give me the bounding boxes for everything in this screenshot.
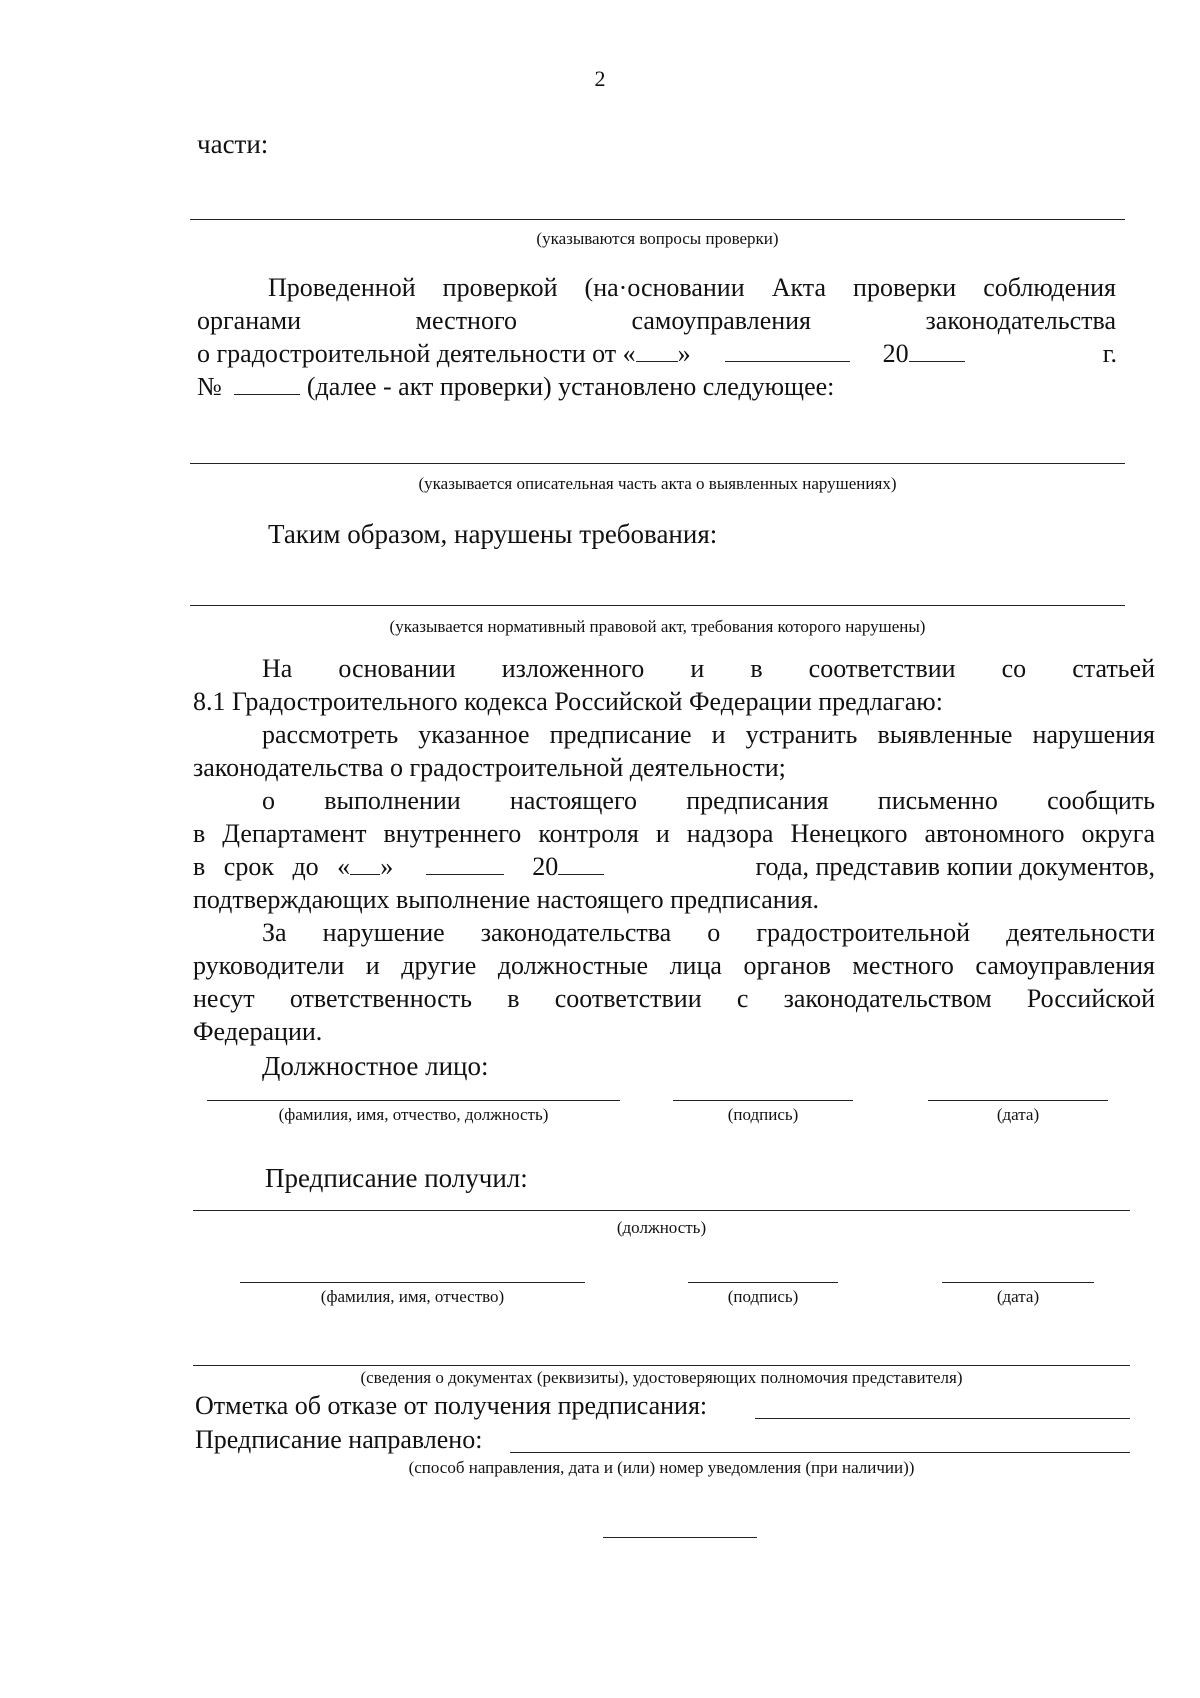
caption-questions: (указываются вопросы проверки) xyxy=(536,229,779,248)
line7-c: 20 xyxy=(532,852,559,881)
basis-line9-text: За нарушение законодательства о градостроительной деятельности xyxy=(262,918,1155,947)
official-signature-line xyxy=(673,1100,853,1101)
violated-heading: Таким образом, нарушены требования: xyxy=(268,519,718,549)
caption-representative: (сведения о документах (реквизиты), удостоверяющих полномочия представителя) xyxy=(360,1368,963,1387)
line7-a: в срок до « xyxy=(193,852,351,881)
para-inspection-line4 xyxy=(197,371,834,403)
line3-b: » xyxy=(677,339,691,368)
line7-d: года, представив копии документов, xyxy=(755,852,1155,881)
basis-line5-text: о выполнении настоящего предписания письменно сообщить xyxy=(262,786,1155,815)
caption-sent: (способ направления, дата и (или) номер уведомления (при наличии)) xyxy=(408,1458,915,1477)
basis-line3-text: рассмотреть указанное предписание и устранить выявленные нарушения xyxy=(262,720,1155,749)
deadline-day-blank xyxy=(350,852,380,875)
day-blank xyxy=(636,339,678,362)
receiver-signature-line xyxy=(688,1282,838,1283)
basis-line10-text: руководители и другие должностные лица органов местного самоуправления xyxy=(193,951,1155,980)
official-name-caption: (фамилия, имя, отчество, должность) xyxy=(278,1105,549,1124)
basis-line6 xyxy=(193,818,1155,850)
position-line xyxy=(193,1210,1130,1211)
basis-line1-text: На основании изложенного и в соответствии со статьей xyxy=(262,654,1155,683)
basis-line4: законодательства о градостроительной деятельности; xyxy=(193,753,786,782)
caption-description: (указывается описательная часть акта о выявленных нарушениях) xyxy=(418,474,897,493)
receiver-date-line xyxy=(942,1282,1094,1283)
received-label: Предписание получил: xyxy=(265,1163,528,1193)
line3-a: о градостроительной деятельности от « xyxy=(197,339,636,368)
caption-position: (должность) xyxy=(616,1218,707,1237)
representative-line xyxy=(193,1365,1130,1366)
basis-line5 xyxy=(262,785,1155,817)
year-blank xyxy=(909,339,965,362)
caption-normative: (указывается нормативный правовой акт, требования которого нарушены) xyxy=(389,617,926,636)
receiver-name-line xyxy=(240,1282,585,1283)
receiver-date-caption: (дата) xyxy=(996,1287,1040,1306)
line3-c: 20 xyxy=(882,339,909,368)
closing-rule xyxy=(603,1537,757,1538)
description-line xyxy=(190,463,1125,464)
receiver-signature-caption: (подпись) xyxy=(727,1287,799,1306)
number-blank xyxy=(234,372,300,395)
para-inspection-line1 xyxy=(268,272,1116,304)
para-inspection-line2-text: органами местного самоуправления законодательства xyxy=(197,306,1116,335)
para-inspection-line1-text: Проведенной проверкой (на·основании Акта проверки соблюдения xyxy=(268,273,1116,302)
line7-b: » xyxy=(380,852,394,881)
basis-line9 xyxy=(262,917,1155,949)
official-date-line xyxy=(928,1100,1108,1101)
deadline-year-blank xyxy=(558,852,604,875)
basis-line7 xyxy=(193,851,1155,883)
normative-line xyxy=(190,605,1125,606)
para-inspection-line3 xyxy=(197,338,1117,370)
basis-line1 xyxy=(262,653,1155,685)
official-label: Должностное лицо: xyxy=(262,1051,489,1081)
para-inspection-line2 xyxy=(197,305,1116,337)
number-sign: № xyxy=(197,372,222,401)
basis-line11 xyxy=(193,983,1155,1015)
line3-d: г. xyxy=(1102,339,1117,368)
part-heading: части: xyxy=(197,129,269,159)
basis-line10 xyxy=(193,950,1155,982)
official-date-caption: (дата) xyxy=(996,1105,1040,1124)
receiver-name-caption: (фамилия, имя, отчество) xyxy=(320,1287,505,1306)
basis-line2: 8.1 Градостроительного кодекса Российской Федерации предлагаю: xyxy=(193,687,943,716)
basis-line3 xyxy=(262,719,1155,751)
page-number: 2 xyxy=(594,66,606,91)
deadline-month-blank xyxy=(426,852,504,875)
basis-line11-text: несут ответственность в соответствии с законодательством Российской xyxy=(193,984,1155,1013)
sent-label: Предписание направлено: xyxy=(195,1425,483,1454)
official-name-line xyxy=(207,1100,620,1101)
basis-line12: Федерации. xyxy=(193,1017,323,1046)
sent-line xyxy=(510,1452,1130,1453)
line4-b: (далее - акт проверки) установлено следующее: xyxy=(306,372,835,401)
basis-line8: подтверждающих выполнение настоящего предписания. xyxy=(193,885,820,914)
refusal-line xyxy=(755,1418,1130,1419)
basis-line6-text: в Департамент внутреннего контроля и надзора Ненецкого автономного округа xyxy=(193,819,1155,848)
month-blank xyxy=(725,339,850,362)
questions-line xyxy=(190,219,1125,220)
official-signature-caption: (подпись) xyxy=(727,1105,799,1124)
refusal-label: Отметка об отказе от получения предписания: xyxy=(195,1391,708,1420)
